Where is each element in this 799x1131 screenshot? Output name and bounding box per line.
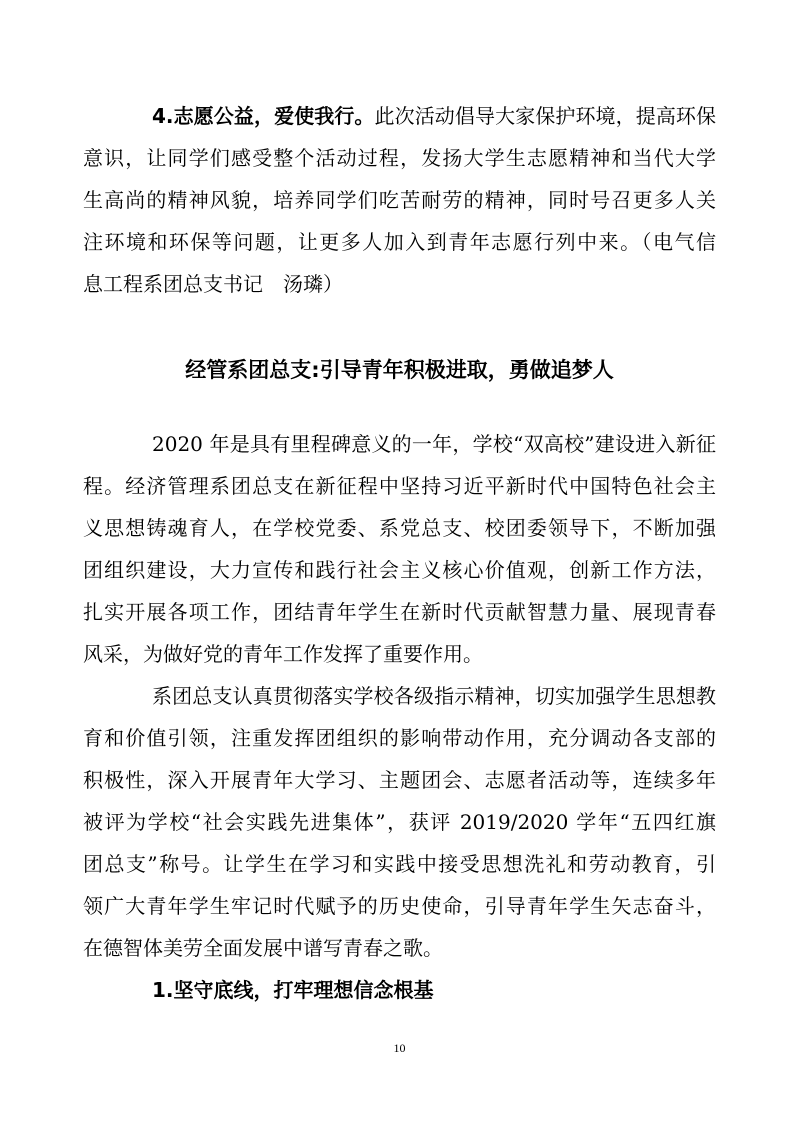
para1-text-3: 义思想铸魂育人，在学校党委、系党总支、校团委领导下，不断加强 bbox=[83, 516, 716, 540]
section4-text-2: 意识，让同学们感受整个活动过程，发扬大学生志愿精神和当代大学 bbox=[83, 146, 716, 170]
para1-text-4: 团组织建设，大力宣传和践行社会主义核心价值观，创新工作方法， bbox=[83, 558, 716, 582]
para2-text-4: 被评为学校“社会实践先进集体”，获评 2019/2020 学年“五四红旗 bbox=[83, 810, 716, 834]
section4-text-5: 息工程系团总支书记 汤璘） bbox=[83, 272, 343, 296]
section-heading: 经管系团总支:引导青年积极进取，勇做追梦人 bbox=[185, 358, 614, 382]
para2-text-2: 育和价值引领，注重发挥团组织的影响带动作用，充分调动各支部的 bbox=[83, 726, 716, 750]
section4-text-3: 生高尚的精神风貌，培养同学们吃苦耐劳的精神，同时号召更多人关 bbox=[83, 188, 716, 212]
para1-text-6: 风采，为做好党的青年工作发挥了重要作用。 bbox=[83, 642, 483, 666]
para2-text-1: 系团总支认真贯彻落实学校各级指示精神，切实加强学生思想教 bbox=[152, 684, 716, 708]
para2-text-3: 积极性，深入开展青年大学习、主题团会、志愿者活动等，连续多年 bbox=[83, 768, 716, 792]
para2-text-5: 团总支”称号。让学生在学习和实践中接受思想洗礼和劳动教育，引 bbox=[83, 852, 716, 876]
para1-text-5: 扎实开展各项工作，团结青年学生在新时代贡献智慧力量、展现青春 bbox=[83, 600, 716, 624]
section4-first-line bbox=[152, 104, 716, 128]
subheading: 1.坚守底线，打牢理想信念根基 bbox=[152, 978, 434, 1002]
page-number: 10 bbox=[393, 1041, 406, 1055]
para2-text-6: 领广大青年学生牢记时代赋予的历史使命，引导青年学生矢志奋斗， bbox=[83, 894, 716, 918]
section4-text-1: 此次活动倡导大家保护环境，提高环保 bbox=[374, 104, 716, 128]
para1-text-1: 2020 年是具有里程碑意义的一年，学校“双高校”建设进入新征 bbox=[152, 432, 716, 456]
para2-text-7: 在德智体美劳全面发展中谱写青春之歌。 bbox=[83, 936, 443, 960]
section4-title: 4.志愿公益，爱使我行。 bbox=[152, 104, 375, 128]
para1-text-2: 程。经济管理系团总支在新征程中坚持习近平新时代中国特色社会主 bbox=[83, 474, 716, 498]
section4-text-4: 注环境和环保等问题，让更多人加入到青年志愿行列中来。（电气信 bbox=[83, 230, 716, 254]
